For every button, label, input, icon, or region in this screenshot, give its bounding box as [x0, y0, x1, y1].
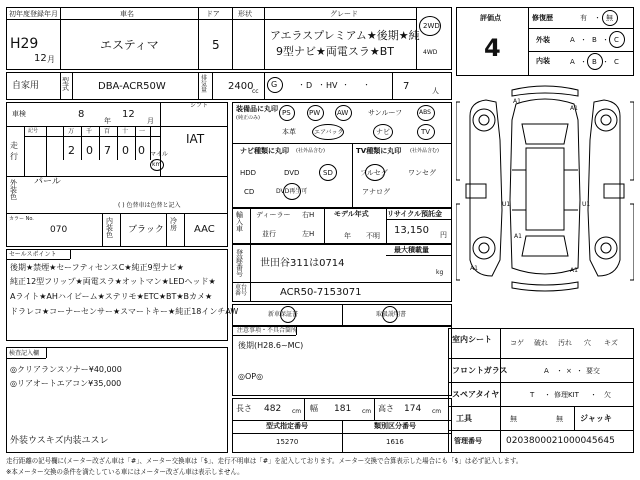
- sales-line-1: 後期★禁煙★セーフティセンスC★純正9型ナビ★: [10, 263, 184, 272]
- mileage-digit-2: 0: [86, 144, 93, 157]
- color-code-label: カラー No.: [9, 216, 34, 222]
- damage-tag-2: A1: [570, 105, 578, 112]
- inspection-year-unit: 年: [104, 117, 111, 125]
- plate-value: 世田谷311は0714: [260, 258, 345, 269]
- equip-navi: ナビ: [376, 128, 390, 136]
- seat-opt-1: コゲ: [510, 339, 524, 347]
- color-label: 外装色: [10, 179, 17, 201]
- import-parallel: 並行: [262, 230, 276, 238]
- plate-label: 登録番号: [236, 249, 243, 278]
- recycle-unit: 円: [440, 231, 447, 239]
- equip-sunroof: サンルーフ: [368, 109, 403, 117]
- seat-opt-5: キズ: [604, 339, 618, 347]
- mileage-km: km: [152, 161, 162, 168]
- seat-opt-4: 穴: [584, 339, 591, 347]
- footer-line-2: ※本メーター交換の条件を満たしている車にはメーター改ざん車は表示しません。: [6, 468, 244, 476]
- height-value: 174: [404, 404, 422, 414]
- inspector-line-2: ◎リアオートエアコン¥35,000: [10, 379, 122, 388]
- reg-date-label: 初年度登録年月: [9, 10, 58, 18]
- shift-label: シフト: [190, 102, 209, 109]
- jack-label: ジャッキ: [580, 414, 612, 423]
- seats: 7: [403, 81, 410, 92]
- recycle-label: リサイクル預託金: [387, 210, 443, 218]
- mileage-record: 記号: [28, 128, 39, 134]
- damage-tag-4: U1: [582, 201, 591, 208]
- recycle-value: 13,150: [394, 225, 429, 236]
- interior-color: ブラック: [128, 225, 164, 235]
- import-left: 左H: [302, 230, 315, 238]
- door-label: ドア: [206, 10, 220, 18]
- front-glass-label: フロントガラス: [452, 366, 508, 375]
- spare-kit: 修理KIT: [554, 391, 579, 399]
- import-right: 右H: [302, 211, 315, 219]
- drive-2wd: 2WD: [423, 22, 440, 30]
- tv-sub: (社外品含む): [410, 148, 439, 154]
- mileage-hyaku: 百: [104, 128, 111, 135]
- tools-value: 無: [510, 415, 517, 423]
- ext-score-label: 外装: [536, 36, 550, 44]
- equip-aw: AW: [337, 109, 349, 117]
- front-glass-x: ×: [566, 367, 572, 375]
- tv-oneseg: ワンセグ: [408, 169, 436, 177]
- repair-no: 無: [606, 14, 613, 22]
- ext-a: A: [570, 36, 575, 44]
- seat-label: 室内シート: [452, 335, 492, 344]
- navi-cd: CD: [244, 188, 255, 196]
- length-unit: cm: [292, 408, 302, 415]
- inspector-line-1: ◎クリアランスソナー¥40,000: [10, 365, 122, 374]
- grade-line-1: アエラスプレミアム★後期★純: [270, 29, 420, 42]
- load-label: 最大積載量: [394, 246, 429, 254]
- car-diagram: [456, 80, 634, 320]
- import-label: 輸入車: [236, 211, 243, 233]
- front-glass-a: A: [544, 367, 549, 375]
- tv-title: TV種類に丸印: [356, 147, 402, 155]
- inspection-label: 車検: [12, 110, 26, 118]
- model-year-label: モデル年式: [334, 210, 369, 218]
- drive-4wd: 4WD: [423, 49, 438, 56]
- ac-label: 冷房: [170, 217, 177, 232]
- cc-unit: cc: [252, 88, 259, 95]
- color-note: ( ) 色替車は色替と記入: [118, 202, 181, 209]
- score-value: 4: [484, 34, 501, 62]
- car-name: エスティマ: [100, 38, 159, 52]
- mileage-digit-3: 7: [104, 144, 111, 157]
- tv-analog: アナログ: [362, 188, 390, 196]
- door-count: 5: [212, 38, 220, 52]
- reg-month: 12: [34, 53, 47, 64]
- spec-value: 15270: [276, 438, 299, 446]
- warranty-label: 新車保証書: [268, 311, 299, 318]
- mileage-ichi: 一: [139, 128, 146, 135]
- color-value: パール: [34, 177, 61, 187]
- length-value: 482: [264, 404, 282, 414]
- ac-value: AAC: [194, 224, 215, 235]
- fuel-d: D: [306, 81, 313, 90]
- width-unit: cm: [362, 408, 372, 415]
- model-year-unknown: 不明: [366, 232, 380, 240]
- car-outline-icon: [456, 80, 634, 320]
- shape-label: 形状: [238, 10, 252, 18]
- jack-value: 無: [556, 415, 563, 423]
- class-label: 類別区分番号: [374, 422, 416, 430]
- mileage-digit-5: 0: [138, 144, 145, 157]
- car-name-label: 車名: [120, 10, 134, 18]
- interior-label: 内装色: [106, 217, 113, 239]
- damage-tag-1: A1: [513, 98, 521, 105]
- displacement-label: 排気量: [201, 75, 208, 94]
- mileage-man: 万: [68, 128, 75, 135]
- int-c: C: [614, 58, 619, 66]
- inspection-month: 12: [122, 109, 135, 120]
- manual-label: 取扱説明書: [376, 311, 407, 318]
- manage-label: 管理番号: [454, 437, 482, 445]
- damage-tag-3: U1: [502, 201, 511, 208]
- grade-line-2: 9型ナビ★両電スラ★BT: [276, 45, 394, 58]
- manage-value: 0203800021000045645: [506, 436, 615, 446]
- mileage-ju: 十: [122, 128, 129, 135]
- ext-c: C: [614, 36, 619, 44]
- equip-ps: PS: [282, 109, 291, 117]
- navi-sd: SD: [323, 169, 333, 177]
- equipment-label: 装備品に丸印: [236, 105, 278, 113]
- width-value: 181: [334, 404, 352, 414]
- damage-tag-5: A1: [514, 233, 522, 240]
- int-a: A: [570, 58, 575, 66]
- usage-type: 自家用: [12, 81, 40, 91]
- spec-label: 型式指定番号: [266, 422, 308, 430]
- seat-opt-3: 汚れ: [558, 339, 572, 347]
- displacement: 2400: [228, 81, 254, 92]
- notes-title: 注意事項・不具合箇所: [237, 327, 298, 334]
- notes-line-1: 後期(H28.6~MC): [238, 341, 304, 350]
- seat-opt-2: 破れ: [534, 339, 548, 347]
- footer-line-1: 走行距離の記号欄に(メーター改ざん車は「#」、メーター交換車は「$」、走行不明車は「#」を記入しております。メーター交換で合算表示した場合にも「$」は必ず記入します。: [6, 457, 523, 465]
- score-label: 評価点: [480, 14, 501, 22]
- equip-airbag: エアバック: [314, 129, 344, 136]
- mileage-label: 走行: [10, 141, 18, 162]
- equip-abs: ABS: [419, 109, 431, 116]
- inspection-month-unit: 月: [147, 117, 154, 125]
- ext-b: B: [592, 36, 597, 44]
- navi-sub: (社外品含む): [296, 148, 325, 154]
- inspector-title: 検査記入欄: [9, 350, 40, 357]
- equip-pw: PW: [309, 109, 321, 117]
- int-score-label: 内装: [536, 57, 550, 65]
- damage-tag-7: A1: [570, 267, 578, 274]
- width-label: 幅: [310, 404, 318, 413]
- repair-label: 修復歴: [532, 14, 553, 22]
- class-value: 1616: [386, 438, 404, 446]
- model-code: DBA-ACR50W: [98, 81, 166, 92]
- fuel-g: G: [271, 80, 278, 89]
- frame-value: ACR50-7153071: [280, 287, 362, 298]
- inspector-note: 外装ウスキズ内装ユスレ: [10, 436, 109, 446]
- spare-missing: 欠: [604, 391, 611, 399]
- grade-label: グレード: [330, 10, 358, 18]
- reg-year: H29: [10, 36, 39, 52]
- sales-line-2: 純正12型フリップ★両電スラ★オットマン★LEDヘッド★: [10, 277, 216, 286]
- load-unit: kg: [436, 269, 444, 276]
- mileage-mile: マイル: [150, 151, 168, 158]
- damage-tag-6: A1: [470, 265, 478, 272]
- equip-leather: 本革: [282, 128, 296, 136]
- navi-hdd: HDD: [240, 169, 257, 177]
- sales-title: セールスポイント: [9, 251, 57, 258]
- mileage-sen: 千: [86, 128, 93, 135]
- seats-unit: 人: [432, 87, 439, 95]
- height-unit: cm: [432, 408, 442, 415]
- height-label: 高さ: [378, 404, 394, 413]
- fuel-hv: HV: [326, 81, 338, 90]
- frame-label: 車台番号: [235, 284, 248, 297]
- tools-label: 工具: [456, 414, 472, 423]
- model-year-unit: 年: [344, 232, 351, 240]
- sales-line-3: Aライト★AHハイビーム★ステリモ★ETC★BT★Bカメ★: [10, 292, 213, 301]
- equip-tv: TV: [421, 128, 431, 136]
- import-dealer: ディーラー: [256, 211, 291, 219]
- navi-dvd-play: DVD再生可: [276, 188, 308, 195]
- mileage-digit-4: 0: [122, 144, 129, 157]
- mileage-digit-1: 2: [68, 144, 75, 157]
- spare-label: スペアタイヤ: [452, 390, 500, 399]
- equipment-sub: (純正のみ): [236, 115, 260, 121]
- length-label: 長さ: [236, 404, 252, 413]
- int-b: B: [592, 58, 597, 66]
- model-label: 型式: [62, 77, 69, 92]
- color-code: 070: [50, 225, 68, 235]
- tv-fullseg: フルセグ: [360, 169, 388, 177]
- sales-line-4: ドラレコ★コーナーセンサー★スマートキー★純正18インチAW: [10, 307, 239, 316]
- repair-yes: 有: [580, 14, 587, 22]
- navi-title: ナビ種類に丸印: [240, 147, 289, 155]
- navi-dvd: DVD: [284, 169, 300, 177]
- reg-month-unit: 月: [47, 55, 55, 64]
- spare-t: T: [530, 391, 535, 399]
- shift-value: IAT: [186, 132, 205, 146]
- front-glass-replace: 要交: [586, 367, 600, 375]
- notes-line-2: ◎OP◎: [238, 372, 264, 381]
- inspection-year: 8: [78, 109, 85, 120]
